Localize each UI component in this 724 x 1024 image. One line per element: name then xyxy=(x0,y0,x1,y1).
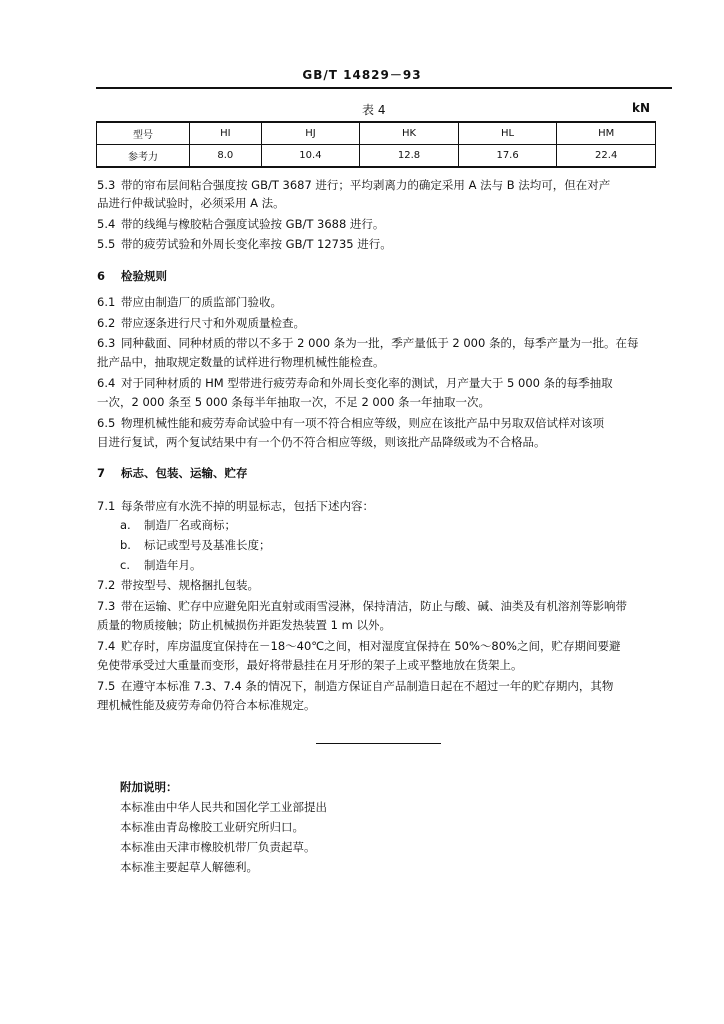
clause-7-4 xyxy=(97,638,620,654)
clause-5-4 xyxy=(97,216,384,232)
clause-text: 目进行复试，两个复试结果中有一个仍不符合相应等级，则该批产品降级或为不合格品。 xyxy=(97,435,546,449)
section-separator xyxy=(316,743,441,744)
table-header-cell: HI xyxy=(190,122,262,145)
clause-5-5 xyxy=(97,236,392,252)
clause-6-4-cont xyxy=(97,394,490,410)
section-6-heading xyxy=(97,268,167,284)
list-text: 制造厂名或商标； xyxy=(144,518,236,532)
clause-number: 6.4 xyxy=(97,376,116,390)
table-header-cell: HL xyxy=(458,122,557,145)
clause-text: 带的疲劳试验和外周长变化率按 GB/T 12735 进行。 xyxy=(121,237,392,251)
note-item: 本标准主要起草人解德利。 xyxy=(120,860,258,874)
clause-7-5-cont xyxy=(97,697,316,713)
clause-number: 6.1 xyxy=(97,295,116,309)
clause-number: 6.2 xyxy=(97,316,116,330)
clause-number: 7.1 xyxy=(97,499,116,513)
clause-text: 同种截面、同种材质的带以不多于 2 000 条为一批，季产量低于 2 000 条的，每季产量为一批。在每 xyxy=(121,336,639,350)
notes-title: 附加说明： xyxy=(120,780,178,794)
list-marker: c. xyxy=(120,558,130,572)
clause-text: 贮存时，库房温度宜保持在－18～40℃之间，相对湿度宜保持在 50%～80%之间，贮存期间要避 xyxy=(121,639,621,653)
list-text: 标记或型号及基准长度； xyxy=(144,538,271,552)
section-number: 7 xyxy=(97,466,106,480)
table-header-cell: HK xyxy=(360,122,459,145)
clause-number: 6.3 xyxy=(97,336,116,350)
clause-text: 带在运输、贮存中应避免阳光直射或雨雪浸淋，保持清洁，防止与酸、碱、油类及有机溶剂等影响带 xyxy=(121,599,627,613)
table-caption: 表 4 xyxy=(362,103,386,117)
clause-6-3-cont xyxy=(97,354,385,370)
clause-6-1 xyxy=(97,294,282,310)
note-item: 本标准由中华人民共和国化学工业部提出 xyxy=(120,800,327,814)
clause-text: 免使带承受过大重量而变形，最好将带悬挂在月牙形的架子上或平整地放在货架上。 xyxy=(97,658,523,672)
clause-number: 5.4 xyxy=(97,217,116,231)
clause-text: 物理机械性能和疲劳寿命试验中有一项不符合相应等级，则应在该批产品中另取双倍试样对该项 xyxy=(121,416,604,430)
clause-7-3-cont xyxy=(97,617,391,633)
clause-5-3 xyxy=(97,177,610,193)
table-cell: 17.6 xyxy=(458,145,557,168)
clause-number: 6.5 xyxy=(97,416,116,430)
clause-number: 5.3 xyxy=(97,178,116,192)
list-item-a xyxy=(120,517,236,533)
clause-7-2 xyxy=(97,577,259,593)
table-cell: 8.0 xyxy=(190,145,262,168)
clause-number: 7.3 xyxy=(97,599,116,613)
table-cell: 22.4 xyxy=(557,145,656,168)
note-item: 本标准由青岛橡胶工业研究所归口。 xyxy=(120,820,304,834)
list-marker: a. xyxy=(120,518,131,532)
clause-6-4 xyxy=(97,375,613,391)
clause-number: 5.5 xyxy=(97,237,116,251)
clause-6-2 xyxy=(97,315,305,331)
standard-code-header: GB/T 14829－93 xyxy=(302,68,422,82)
clause-number: 7.4 xyxy=(97,639,116,653)
list-marker: b. xyxy=(120,538,131,552)
clause-text: 带按型号、规格捆扎包装。 xyxy=(121,578,259,592)
clause-7-1 xyxy=(97,498,374,514)
clause-text: 批产品中，抽取规定数量的试样进行物理机械性能检查。 xyxy=(97,355,385,369)
clause-text: 质量的物质接触；防止机械损伤并距发热装置 1 m 以外。 xyxy=(97,618,391,632)
clause-text: 带的线绳与橡胶粘合强度试验按 GB/T 3688 进行。 xyxy=(121,217,385,231)
clause-text: 带应由制造厂的质监部门验收。 xyxy=(121,295,282,309)
clause-text: 在遵守本标准 7.3、7.4 条的情况下，制造方保证自产品制造日起在不超过一年的贮存期内，其物 xyxy=(121,679,614,693)
clause-6-5-cont xyxy=(97,434,546,450)
header-rule xyxy=(96,87,672,89)
table-cell: 10.4 xyxy=(261,145,360,168)
clause-text: 对于同种材质的 HM 型带进行疲劳寿命和外周长变化率的测试，月产量大于 5 000 条的每季抽取 xyxy=(121,376,613,390)
table-header-cell: HJ xyxy=(261,122,360,145)
clause-7-5 xyxy=(97,678,613,694)
clause-number: 7.2 xyxy=(97,578,116,592)
clause-text: 品进行仲裁试验时，必须采用 A 法。 xyxy=(97,196,285,210)
clause-text: 理机械性能及疲劳寿命仍符合本标准规定。 xyxy=(97,698,316,712)
clause-6-3 xyxy=(97,335,638,351)
clause-text: 带的帘布层间粘合强度按 GB/T 3687 进行；平均剥离力的确定采用 A 法与 B 法均可，但在对产 xyxy=(121,178,611,192)
table-header-label: 型号 xyxy=(97,122,190,145)
table-row xyxy=(97,145,656,168)
list-item-b xyxy=(120,537,271,553)
list-item-c xyxy=(120,557,202,573)
table-cell: 12.8 xyxy=(360,145,459,168)
list-text: 制造年月。 xyxy=(144,558,202,572)
table-header-row xyxy=(97,122,656,145)
clause-5-3-cont xyxy=(97,195,285,211)
clause-text: 带应逐条进行尺寸和外观质量检查。 xyxy=(121,316,305,330)
note-item: 本标准由天津市橡胶机带厂负责起草。 xyxy=(120,840,316,854)
table-row-label: 参考力 xyxy=(97,145,190,168)
section-7-heading xyxy=(97,465,248,481)
clause-text: 每条带应有水洗不掉的明显标志，包括下述内容： xyxy=(121,499,374,513)
clause-text: 一次，2 000 条至 5 000 条每半年抽取一次，不足 2 000 条一年抽取一次。 xyxy=(97,395,491,409)
clause-7-3 xyxy=(97,598,627,614)
table-header-cell: HM xyxy=(557,122,656,145)
clause-7-4-cont xyxy=(97,657,523,673)
clause-number: 7.5 xyxy=(97,679,116,693)
section-title: 标志、包装、运输、贮存 xyxy=(121,466,248,480)
table-unit: kN xyxy=(632,101,651,115)
clause-6-5 xyxy=(97,415,604,431)
section-title: 检验规则 xyxy=(121,269,167,283)
section-number: 6 xyxy=(97,269,106,283)
reference-force-table xyxy=(96,121,656,168)
